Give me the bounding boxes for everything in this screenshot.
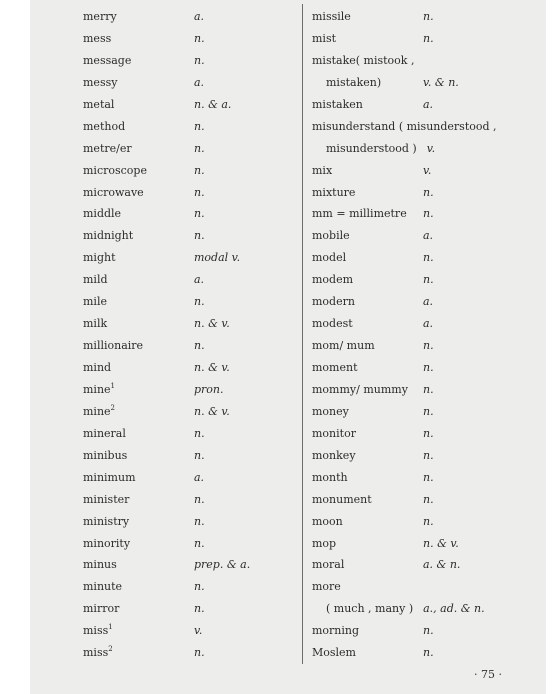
word-entry (312, 28, 544, 50)
part-of-speech: n. (423, 251, 434, 265)
headword-text: mixture (312, 185, 356, 199)
part-of-speech: n. (423, 273, 434, 287)
part-of-speech: pron. (194, 382, 224, 396)
headword (83, 269, 108, 291)
headword-text: mistaken (312, 97, 363, 111)
headword-text: metre/er (83, 141, 132, 155)
headword-text: mom/ mum (312, 339, 375, 353)
headword-text: mineral (83, 426, 126, 440)
part-of-speech: n. (423, 207, 434, 221)
headword-text: milk (83, 317, 108, 331)
headword (83, 335, 143, 357)
part-of-speech: n. (194, 580, 205, 594)
headword (83, 620, 113, 642)
word-entry (312, 445, 544, 467)
word-entry (312, 598, 544, 620)
headword-text: modest (312, 317, 353, 331)
word-entry (312, 72, 544, 94)
part-of-speech: n. (423, 470, 434, 484)
word-entry (83, 28, 293, 50)
part-of-speech: n. (194, 339, 205, 353)
headword-text: modem (312, 273, 354, 287)
word-entry (83, 511, 293, 533)
word-entry (83, 335, 293, 357)
headword (83, 576, 122, 598)
part-of-speech: n. (423, 10, 434, 23)
headword (83, 401, 115, 423)
part-of-speech: n. (194, 646, 205, 660)
part-of-speech: n. (423, 339, 434, 353)
headword (83, 50, 131, 72)
word-entry (83, 203, 293, 225)
part-of-speech: n. & v. (423, 536, 459, 550)
headword-text: miss (83, 624, 109, 638)
headword-text: month (312, 470, 348, 484)
part-of-speech: n. & v. (194, 361, 230, 374)
part-of-speech: n. (423, 624, 434, 638)
homonym-number: 2 (110, 403, 116, 412)
word-entry (83, 379, 293, 401)
headword (83, 554, 117, 576)
page-margin-left (0, 0, 30, 694)
headword-text: minus (83, 558, 117, 572)
word-entry (312, 269, 544, 291)
part-of-speech: prep. & a. (194, 558, 251, 572)
part-of-speech: n. (423, 646, 434, 660)
word-entry (83, 533, 293, 555)
part-of-speech: n. & v. (194, 317, 230, 331)
part-of-speech: n. (423, 185, 434, 199)
headword (312, 423, 356, 445)
headword-text: mind (83, 361, 112, 374)
headword-text: more (312, 580, 341, 594)
part-of-speech: n. (423, 426, 434, 440)
word-entry (312, 423, 544, 445)
headword (83, 182, 144, 204)
headword (312, 511, 343, 533)
headword (312, 379, 408, 401)
headword-text: ( much , many ) (326, 602, 414, 616)
word-list-right-column (312, 6, 544, 664)
headword (312, 445, 356, 467)
word-entry (312, 467, 544, 489)
word-entry (83, 247, 293, 269)
word-entry (312, 511, 544, 533)
headword-text: model (312, 251, 347, 265)
part-of-speech: a. (423, 295, 434, 309)
headword-text: mm = millimetre (312, 207, 407, 221)
word-entry (83, 291, 293, 313)
headword-text: minister (83, 492, 130, 506)
column-divider (302, 4, 303, 664)
homonym-number: 2 (108, 645, 113, 654)
word-entry (83, 357, 293, 379)
word-entry (312, 138, 544, 160)
word-entry (83, 423, 293, 445)
headword-text: monument (312, 492, 372, 506)
word-list-left-column (83, 6, 293, 664)
headword (312, 72, 381, 94)
part-of-speech: a. (194, 273, 205, 287)
headword-text: mommy/ mummy (312, 382, 408, 396)
headword-text: morning (312, 624, 360, 638)
headword-text: monkey (312, 448, 356, 462)
word-entry (312, 401, 544, 423)
word-entry (312, 116, 544, 138)
part-of-speech: n. (194, 426, 205, 440)
part-of-speech: n. (194, 53, 205, 67)
word-entry (312, 533, 544, 555)
word-entry (83, 467, 293, 489)
part-of-speech: a. (423, 229, 434, 243)
word-entry (83, 489, 293, 511)
headword-text: minibus (83, 448, 128, 462)
word-entry (83, 6, 293, 28)
headword-text: mist (312, 31, 337, 45)
headword (83, 203, 121, 225)
headword-text: ministry (83, 514, 130, 528)
part-of-speech: n. (423, 382, 434, 396)
headword-text: mess (83, 31, 112, 45)
word-entry (312, 6, 544, 28)
headword-text: modern (312, 295, 355, 309)
part-of-speech: a. (194, 75, 205, 89)
word-entry (83, 598, 293, 620)
headword (312, 182, 355, 204)
headword-text: messy (83, 75, 118, 89)
headword-text: moment (312, 361, 358, 374)
page-number: · 75 · (474, 668, 502, 681)
headword (83, 489, 129, 511)
headword (312, 467, 348, 489)
headword-text: Moslem (312, 646, 356, 660)
headword (312, 489, 372, 511)
headword (83, 467, 136, 489)
headword-text: mistaken) (326, 75, 382, 89)
part-of-speech: n. (194, 536, 205, 550)
word-entry (312, 225, 544, 247)
headword-text: misunderstand ( misunderstood , (312, 119, 497, 133)
part-of-speech: n. & v. (194, 404, 230, 418)
part-of-speech: a. (194, 470, 205, 484)
part-of-speech: v. & n. (423, 75, 459, 89)
headword (312, 94, 363, 116)
headword-text: monitor (312, 426, 356, 440)
word-entry (312, 642, 544, 664)
headword-text: microwave (83, 185, 144, 199)
headword (83, 72, 117, 94)
headword-text: minimum (83, 470, 136, 484)
headword (312, 160, 332, 182)
headword-text: millionaire (83, 339, 144, 353)
headword (83, 116, 125, 138)
headword-text: mine (83, 382, 111, 396)
headword-text: mile (83, 295, 107, 309)
headword (83, 445, 127, 467)
part-of-speech: modal v. (194, 251, 241, 265)
part-of-speech: n. (423, 404, 434, 418)
headword-text: misunderstood ) (326, 141, 417, 155)
word-entry (312, 160, 544, 182)
headword (312, 6, 351, 28)
part-of-speech: a. & n. (423, 558, 461, 572)
homonym-number: 1 (110, 381, 116, 390)
part-of-speech: v. (194, 624, 203, 638)
part-of-speech: n. (194, 31, 205, 45)
word-entry (83, 269, 293, 291)
word-entry (83, 182, 293, 204)
headword (83, 247, 116, 269)
headword-text: microscope (83, 163, 147, 177)
word-entry (312, 247, 544, 269)
headword-text: moon (312, 514, 343, 528)
headword (83, 598, 119, 620)
part-of-speech: n. (194, 207, 205, 221)
headword-text: midnight (83, 229, 134, 243)
part-of-speech: v. (426, 141, 436, 155)
headword (312, 554, 344, 576)
word-entry (312, 182, 544, 204)
word-entry (83, 620, 293, 642)
headword (312, 28, 336, 50)
part-of-speech: n. (423, 31, 434, 45)
headword-text: mirror (83, 602, 120, 616)
headword (83, 160, 147, 182)
part-of-speech: a., ad. & n. (423, 602, 485, 616)
word-entry (83, 313, 293, 335)
headword (83, 533, 130, 555)
part-of-speech: n. (194, 602, 205, 616)
headword (312, 357, 358, 379)
word-entry (312, 379, 544, 401)
headword (83, 138, 132, 160)
word-entry (83, 554, 293, 576)
headword (83, 28, 111, 50)
word-entry (83, 138, 293, 160)
word-entry (83, 225, 293, 247)
word-entry (83, 401, 293, 423)
word-entry (312, 554, 544, 576)
headword (312, 116, 497, 138)
part-of-speech: n. & a. (194, 97, 232, 111)
word-entry (83, 50, 293, 72)
part-of-speech: n. (194, 492, 205, 506)
headword (312, 533, 336, 555)
headword-text: missile (312, 10, 351, 23)
headword-text: mistake( mistook , (312, 53, 415, 67)
headword (83, 94, 114, 116)
headword (312, 598, 485, 620)
headword-text: mine (83, 404, 111, 418)
headword (83, 423, 126, 445)
headword-text: moral (312, 558, 345, 572)
headword-text: minority (83, 536, 131, 550)
part-of-speech: a. (423, 317, 434, 331)
word-entry (312, 94, 544, 116)
word-entry (312, 489, 544, 511)
part-of-speech: a. (423, 97, 434, 111)
headword (83, 642, 113, 664)
headword-text: merry (83, 10, 117, 23)
word-entry (312, 357, 544, 379)
headword (83, 6, 117, 28)
headword (312, 225, 350, 247)
headword (312, 247, 346, 269)
word-entry (83, 576, 293, 598)
headword (83, 291, 107, 313)
word-entry (312, 576, 544, 598)
headword (312, 138, 435, 160)
headword (312, 335, 375, 357)
headword-text: middle (83, 207, 122, 221)
word-entry (83, 642, 293, 664)
headword (312, 269, 353, 291)
headword (83, 379, 115, 401)
headword-text: mild (83, 273, 108, 287)
part-of-speech: n. (194, 185, 205, 199)
part-of-speech: n. (423, 492, 434, 506)
headword (312, 576, 341, 598)
headword (312, 642, 356, 664)
word-entry (83, 445, 293, 467)
homonym-number: 1 (108, 623, 113, 632)
headword-text: mix (312, 163, 333, 177)
word-entry (83, 160, 293, 182)
word-entry (312, 50, 544, 72)
headword-text: minute (83, 580, 123, 594)
headword (312, 50, 414, 72)
part-of-speech: n. (423, 448, 434, 462)
part-of-speech: n. (194, 514, 205, 528)
part-of-speech: n. (194, 163, 205, 177)
headword (312, 401, 349, 423)
headword-text: mop (312, 536, 337, 550)
headword-text: money (312, 404, 349, 418)
headword (312, 313, 353, 335)
part-of-speech: n. (194, 229, 205, 243)
headword (83, 313, 107, 335)
word-entry (83, 72, 293, 94)
part-of-speech: v. (423, 163, 432, 177)
headword (83, 357, 111, 379)
headword-text: method (83, 119, 126, 133)
headword-text: metal (83, 97, 115, 111)
headword (312, 203, 407, 225)
word-entry (312, 313, 544, 335)
part-of-speech: n. (194, 141, 205, 155)
part-of-speech: a. (194, 10, 205, 23)
headword-text: mobile (312, 229, 350, 243)
headword-text: message (83, 53, 132, 67)
headword (83, 225, 133, 247)
word-entry (312, 203, 544, 225)
headword (312, 620, 359, 642)
word-entry (312, 291, 544, 313)
part-of-speech: n. (423, 514, 434, 528)
word-entry (312, 335, 544, 357)
page-margin-right (546, 0, 560, 694)
part-of-speech: n. (194, 295, 205, 309)
word-entry (312, 620, 544, 642)
headword (312, 291, 355, 313)
word-entry (83, 116, 293, 138)
headword-text: might (83, 251, 116, 265)
word-entry (83, 94, 293, 116)
part-of-speech: n. (194, 119, 205, 133)
part-of-speech: n. (194, 448, 205, 462)
part-of-speech: n. (423, 361, 434, 374)
headword-text: miss (83, 646, 109, 660)
headword (83, 511, 129, 533)
